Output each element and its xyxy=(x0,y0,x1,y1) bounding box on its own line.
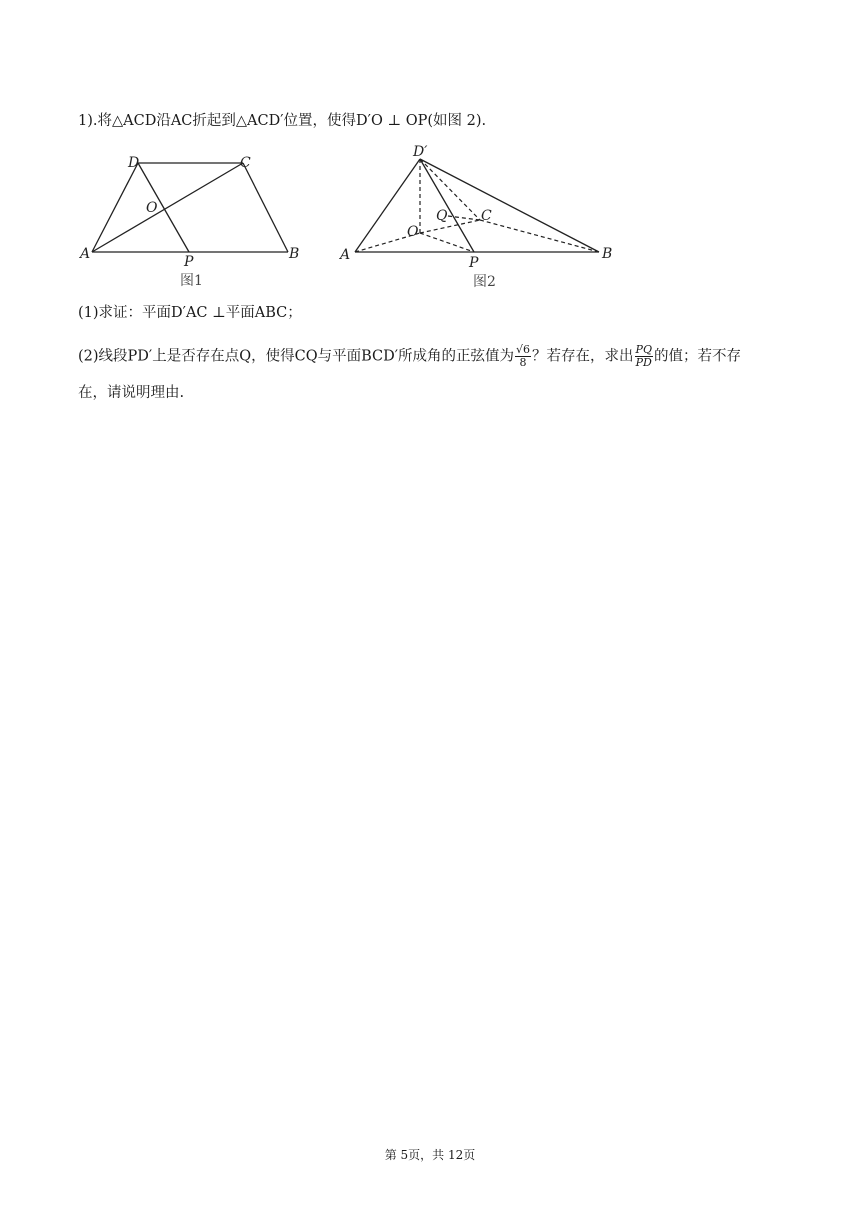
segment-oc xyxy=(420,220,480,233)
label-a: A xyxy=(340,247,351,263)
fraction-numerator: √6 xyxy=(516,343,531,356)
figure-1-caption: 图1 xyxy=(180,273,203,289)
fraction-numerator: PQ xyxy=(635,343,652,356)
segment-cb xyxy=(243,163,288,252)
fraction-pq-over-pd xyxy=(635,344,653,369)
figure-1 xyxy=(78,150,308,290)
label-c: C xyxy=(240,155,251,171)
fraction-denominator: PD xyxy=(635,356,652,369)
label-b: B xyxy=(602,246,613,262)
label-p: P xyxy=(184,254,194,270)
question-2-line-1 xyxy=(78,344,741,369)
page-footer: 第 5页，共 12页 xyxy=(384,1148,476,1162)
figure-2 xyxy=(335,140,625,290)
label-o: O xyxy=(407,224,419,240)
question-2-text-part1: (2)线段PD′上是否存在点Q，使得CQ与平面BCD′所成角的正弦值为 xyxy=(78,348,515,365)
question-2-line-2: 在，请说明理由. xyxy=(78,385,185,401)
label-b: B xyxy=(289,246,300,262)
fraction-sqrt6-over-8 xyxy=(515,344,531,369)
label-o: O xyxy=(146,200,158,216)
problem-intro: 1).将△ACD沿AC折起到△ACD′位置，使得D′O ⊥ OP(如图 2). xyxy=(78,113,487,129)
label-d-prime: D′ xyxy=(413,144,428,160)
segment-op xyxy=(420,233,474,252)
label-q: Q xyxy=(436,208,448,224)
fraction-denominator: 8 xyxy=(519,356,527,369)
label-a: A xyxy=(80,246,91,262)
label-c: C xyxy=(481,208,492,224)
segment-cb xyxy=(480,220,599,252)
question-1: (1)求证：平面D′AC ⊥平面ABC； xyxy=(78,305,302,321)
question-2-text-part3: 的值；若不存 xyxy=(653,348,741,365)
figure-2-caption: 图2 xyxy=(473,274,496,290)
label-p: P xyxy=(469,255,479,271)
question-2-text-part2: ？若存在，求出 xyxy=(532,348,634,365)
label-d: D xyxy=(128,155,140,171)
